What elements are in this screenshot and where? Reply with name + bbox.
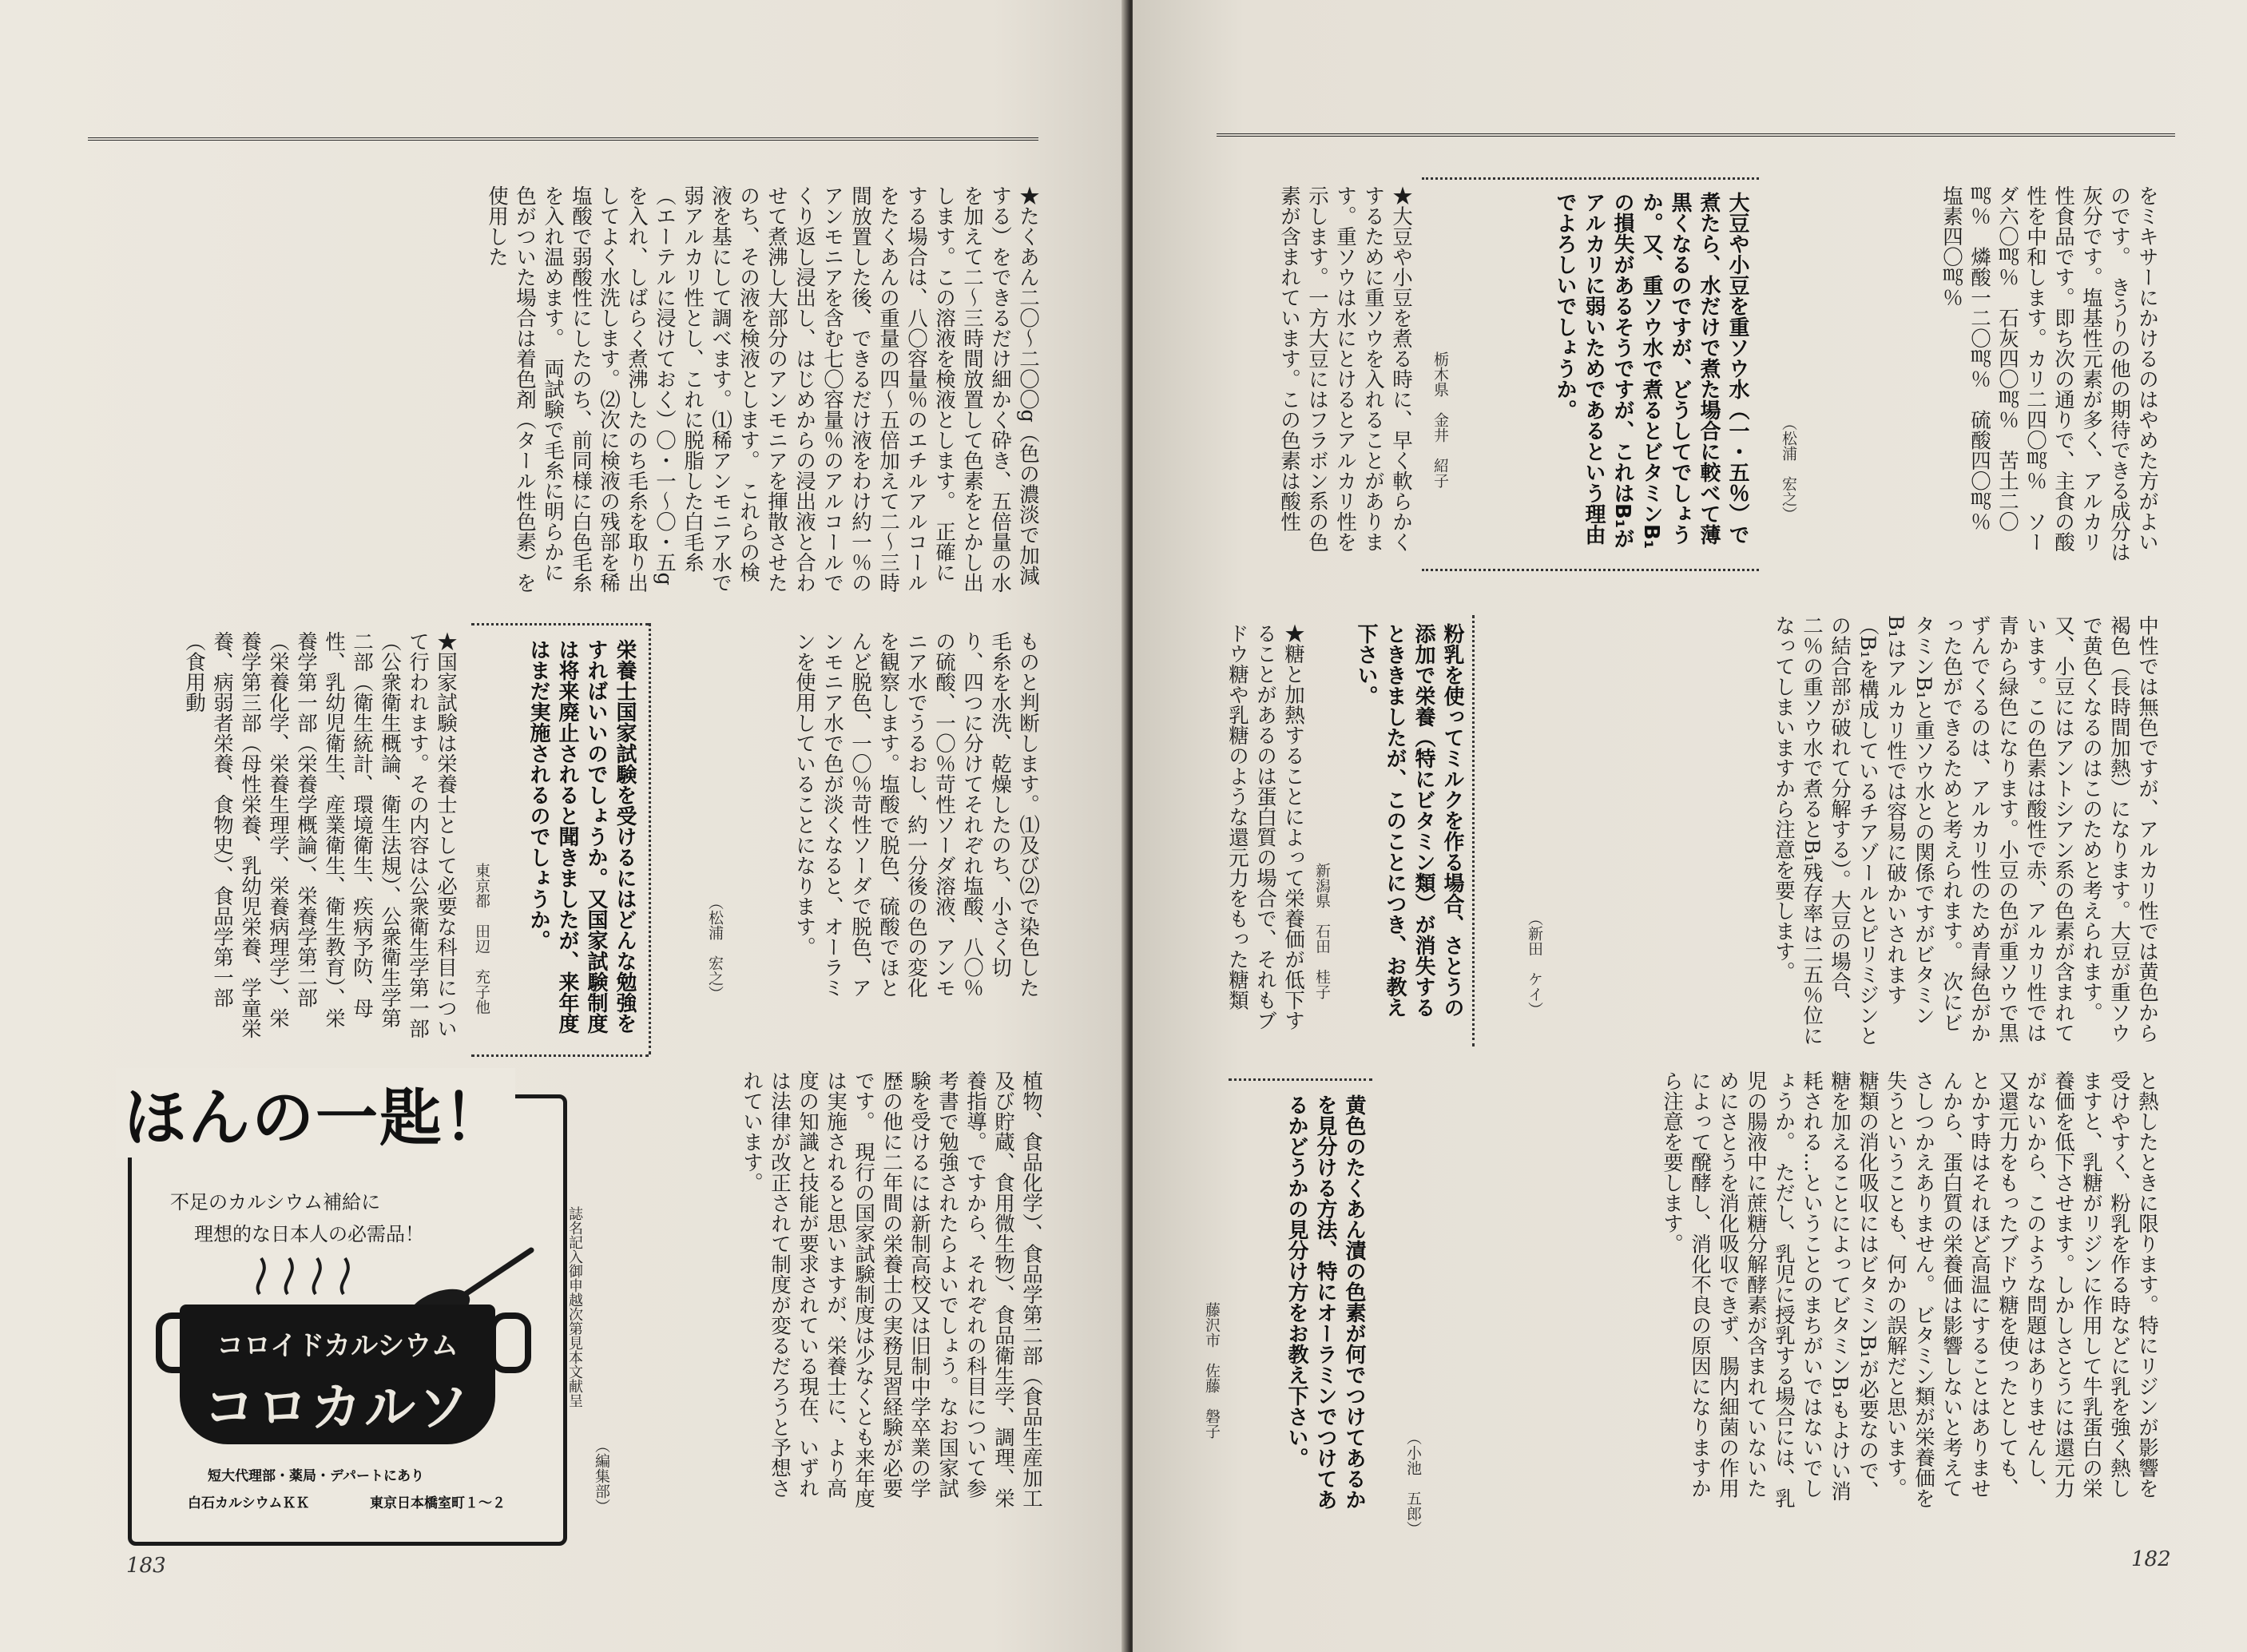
exam-question-signature: 東京都 田辺 充子他 — [473, 863, 490, 1015]
page-number-left: 183 — [126, 1554, 166, 1578]
tail-text-top: ★たくあん二〇〜二〇〇g（色の濃淡で加減する）をできるだけ細かく砕き、五倍量の水を加えて二〜三時間放置して色素をとかし出します。この溶液を検液とします。 正確にする場合は、八〇容量％のエチルアルコールをたくあんの重量の四〜五倍加えて二〜三時間放置した後、できるだけ液をわけ約一％のアンモニアを含む七〇容量％のアルコールでくり返し浸出し、はじめからの浸出液と合わせて煮沸し大部分のアンモニアを揮散させたのち、その液を検液とします。 これらの検液を基にして調べます。⑴稀アンモニア水で弱アルカリ性とし、これに脱脂した白毛糸（エーテルに浸けておく）〇・一〜〇・五gを入れ、しばらく煮沸したのち毛糸を取り出してよく水洗します。⑵次に検液の残部を稀塩酸で弱酸性にしたのち、前同様に白色毛糸を入れ温めます。 両試験で毛糸に明らかに色がついた場合は着色剤（タール性色素）を使用した — [485, 185, 1040, 593]
ad-subline-2: 理想的な日本人の必需品！ — [194, 1223, 424, 1245]
milk-question: 粉乳を使ってミルクを作る場合、さとうの添加で栄養（特にビタミン類）が消失するとききましたが、このことにつき、お教え下さい。 — [1354, 623, 1464, 1018]
milk-question-signature: 新潟県 石田 桂子 — [1313, 863, 1331, 999]
calcium-advertisement — [124, 1082, 567, 1546]
soybean-question-signature: 栃木県 金井 紹子 — [1431, 351, 1449, 488]
milk-answer-top: ★糖と加熱することによって栄養価が低下することがあるのは蛋白質の場合で、それもブドウ糖や乳糖のような還元力をもった糖類 — [1225, 623, 1305, 1031]
top-rule — [88, 137, 1038, 141]
right-page — [1133, 0, 2247, 1652]
takuan-question: 黄色のたくあん漬の色素が何でつけてあるかを見分ける方法、特にオーラミンでつけてあるかどうかの見分け方をお教え下さい。 — [1284, 1094, 1366, 1510]
soybean-answer-continued: 中性では無色ですが、アルカリ性では黄色から褐色（長時間加熱）になります。大豆が重ソウで黄色くなるのはこのためと考えられます。又、小豆にはアントシアン系の色素が含まれています。この色素は酸性で赤、アルカリ性では青から緑色になります。小豆の色が重ソウで黒ずんでくるのは、アルカリ性のため青緑色がかった色ができるためと考えられます。 次にビタミンB₁と重ソウ水との関係ですがビタミンB₁はアルカリ性では容易に破かいされます（B₁を構成しているチアゾールとピリミジンとの結合部が破れて分解する）。大豆の場合、二％の重ソウ水で煮るとB₁残存率は二五％位になってしまいますから注意を要します。 — [1772, 615, 2159, 1046]
milk-answer-signature: （小池 五郎） — [1404, 1430, 1422, 1536]
ad-headline: ほんの一匙！ — [116, 1068, 515, 1158]
q3-box-top — [1229, 1078, 1372, 1081]
ad-subline-1: 不足のカルシウム補給に — [170, 1191, 381, 1213]
product-pot — [180, 1305, 495, 1444]
ad-maker: 白石カルシウムＫＫ — [188, 1495, 310, 1511]
right-top-signature: （松浦 宏之） — [1780, 415, 1797, 522]
question-box-border-top — [471, 623, 649, 625]
takuan-question-signature: 藤沢市 佐藤 磐子 — [1203, 1302, 1221, 1439]
ad-address: 東京日本橋室町１〜２ — [370, 1495, 506, 1511]
tail-signature: （松浦 宏之） — [706, 895, 724, 1001]
soybean-answer-signature: （新田 ケイ） — [1526, 911, 1543, 1017]
q1-box-top — [1422, 177, 1759, 180]
page-number-right: 182 — [2131, 1547, 2171, 1571]
question-box-border-right — [649, 623, 651, 1054]
product-subname: コロイドカルシウム — [216, 1330, 459, 1362]
ad-sample-note: 誌名記入御申越次第見本文献呈 — [566, 1206, 583, 1408]
top-rule-right — [1217, 133, 2175, 137]
product-name: コロカルソ — [204, 1379, 471, 1438]
q2-box-border — [1472, 615, 1475, 1046]
exam-answer-signature: （編集部） — [593, 1438, 610, 1514]
q1-box-bottom — [1422, 569, 1759, 571]
ad-distribution: 短大代理部・薬局・デパートにあり — [208, 1468, 424, 1484]
question-box-border-bottom — [471, 1054, 649, 1057]
right-top-text: をミキサーにかけるのはやめた方がよいのです。 きうりの他の期待できる成分は灰分です。塩基性元素が多く、アルカリ性食品です。即ち次の通りで、主食の酸性を中和します。カリ二四〇㎎％ ソーダ六〇㎎％ 石灰四〇㎎％ 苦土二〇㎎％ 燐酸一二〇㎎％ 硫酸四〇㎎％ 塩素四〇㎎％ — [1939, 185, 2159, 562]
soybean-answer-top: ★大豆や小豆を煮る時に、早く軟らかくするために重ソウを入れることがあります。重ソウは水にとけるとアルカリ性を示します。一方大豆にはフラボン系の色素が含まれています。この色素は酸性 — [1277, 185, 1413, 552]
milk-answer-continued: と熱したときに限ります。特にリジンが影響を受けやすく、粉乳を作る時などに乳を強く熱しますと、乳糖がリジンに作用して牛乳蛋白の栄養価を低下させます。しかしさとうには還元力がないから、このような問題はありませんし、又還元力をもったブドウ糖を使ったとしても、とかす時はそれほど高温にすることはありませんから、蛋白質の栄養価は影響しないと考えてさしつかえありません。 ビタミン類が栄養価を失うということも、何かの誤解だと思います。糖類の消化吸収にはビタミンB₁が必要なので、糖を加えることによってビタミンB₁もよけい消耗される…ということのまちがいではないでしょうか。 ただし、乳児に授乳する場合には、乳児の腸液中に蔗糖分解酵素が含まれていないためにさとうを消化吸収できず、腸内細菌の作用によって醗酵し、消化不良の原因になりますから注意を要します。 — [1660, 1070, 2159, 1509]
soybean-question: 大豆や小豆を重ソウ水（一・五％）で煮たら、水だけで煮た場合に較べて薄黒くなるのですが、どうしてでしょうか。又、重ソウ水で煮るとビタミンB₁の損失があるそうですが、これはB₁がアルカリに弱いためであるという理由でよろしいでしょうか。 — [1553, 192, 1749, 550]
exam-answer-continued: 植物、食品化学）、食品学第二部（食品生産加工及び貯蔵、食用微生物）、食品衛生学、調理、栄養指導。ですから、それぞれの科目について参考書で勉強されたらよいでしょう。なお国家試験を受けるには新制高校又は旧制中学卒業の学歴の他に二年間の栄養士の実務見習経験が必要です。 現行の国家試験制度は少なくとも来年度は実施されると思いますが、栄養士に、より高度の知識と技能が要求されている現在、いずれは法律が改正されて制度が変るだろうと予想されています。 — [740, 1070, 1043, 1509]
steam-icon — [252, 1250, 379, 1298]
tail-text-middle: ものと判断します。⑴及び⑵で染色した毛糸を水洗、乾燥したのち、小さく切り、四つに分けてそれぞれ塩酸、八〇％の硫酸、一〇％苛性ソーダ溶液、アンモニア水でうるおし、約一分後の色の変化を観察します。塩酸で脱色、硫酸でほとんど脱色、一〇％苛性ソーダで脱色、アンモニア水で色が淡くなると、オーラミンを使用していることになります。 — [792, 631, 1040, 998]
pot-handle-right — [490, 1312, 531, 1373]
exam-question: 栄養士国家試験を受けるにはどんな勉強をすればいいのでしょうか。又国家試験制度は将来廃止されると聞きましたが、来年度はまだ実施されるのでしょうか。 — [526, 639, 637, 1034]
exam-answer-text: ★国家試験は栄養士として必要な科目について行われます。その内容は公衆衛生学第一部（公衆衛生概論、衛生法規）、公衆衛生学第二部（衛生統計、環境衛生、疾病予防、母性、乳幼児衛生、産業衛生、衛生教育）、栄養学第一部（栄養学概論）、栄養学第二部（栄養化学、栄養生理学、栄養病理学）、栄養学第三部（母性栄養、乳幼児栄養、学童栄養、病弱者栄養、食物史）、食品学第一部（食用動 — [182, 631, 458, 1038]
